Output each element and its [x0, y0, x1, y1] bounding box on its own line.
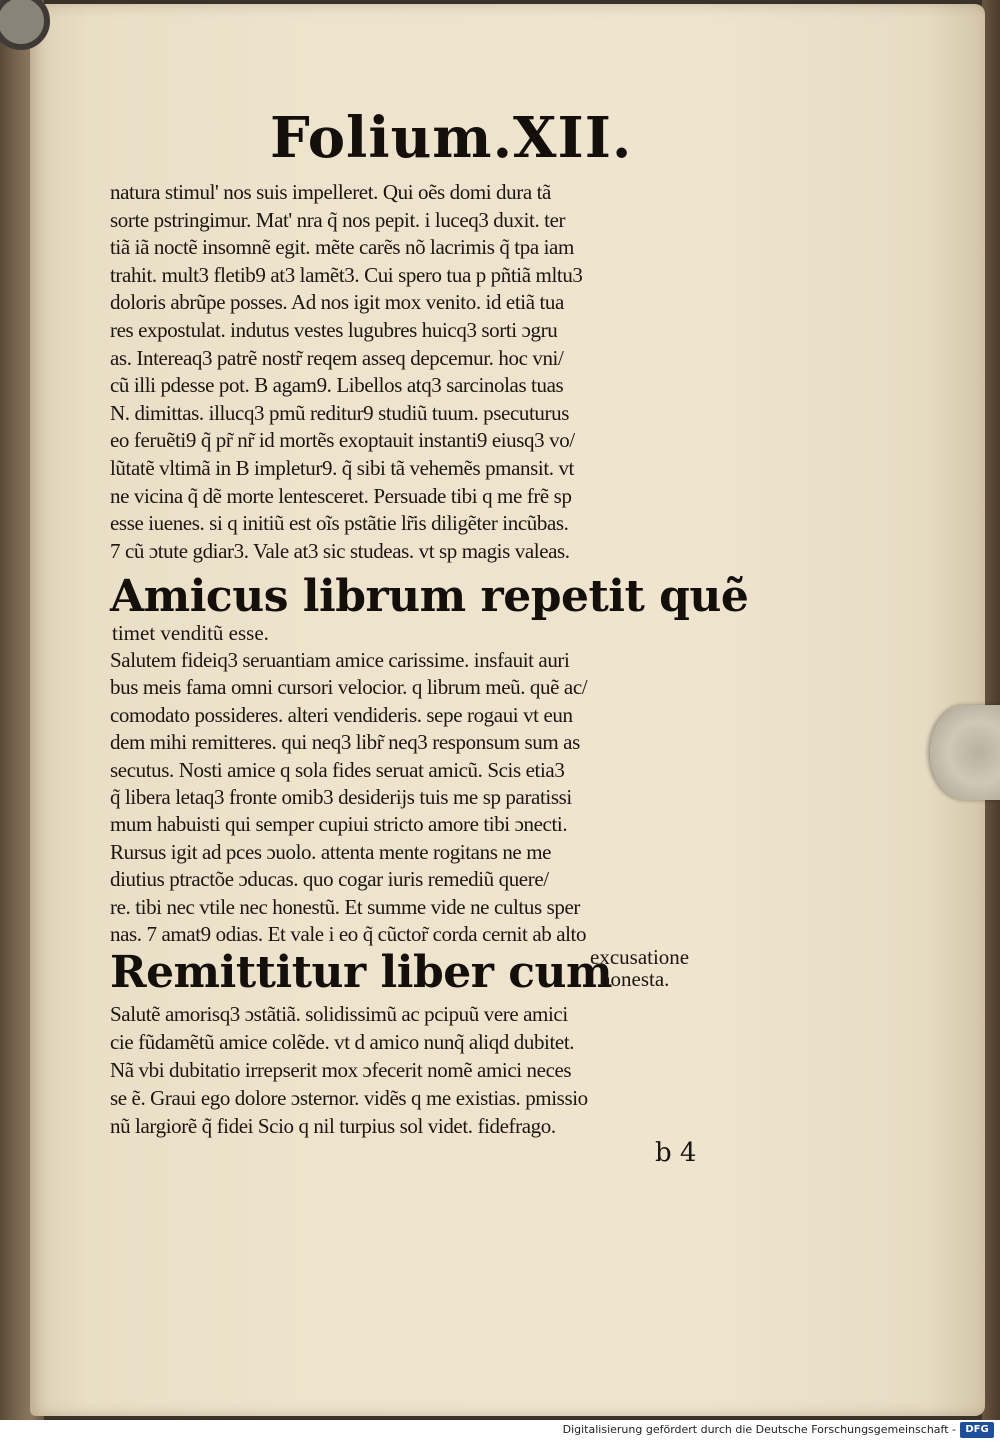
text-line: nũ largiorẽ q̃ fidei Scio q nil turpius sol videt. fidefrago. [110, 1114, 556, 1138]
text-line: q̃ libera letaq3 fronte omib3 desiderijs tuis me sp paratissi [110, 785, 572, 809]
text-line: N. dimittas. illucq3 pmũ reditur9 studiũ tuum. psecuturus [110, 400, 569, 425]
text-line: res expostulat. indutus vestes lugubres huicq3 sorti ɔgru [110, 318, 558, 342]
text-line: Nã vbi dubitatio irrepserit mox ɔfecerit nomẽ amici neces [110, 1058, 572, 1082]
text-line: bus meis fama omni cursori velocior. q librum meũ. quẽ ac/ [110, 675, 588, 700]
text-line: trahit. mult3 fletib9 at3 lamẽt3. Cui spero tua p pñtiã mltu3 [110, 262, 583, 287]
text-line: doloris abrũpe posses. Ad nos igit mox venito. id etiã tua [110, 290, 564, 315]
text-line: as. Intereaq3 patrẽ nostr̃ reqem asseq depcemur. hoc vni/ [110, 345, 564, 370]
dfg-logo: DFG [960, 1422, 994, 1438]
text-line: Salutem fideiq3 seruantiam amice carissime. insfauit auri [110, 648, 570, 672]
text-line: esse iuenes. si q initiũ est oĩs pstãtie lr̃is diligẽter incũbas. [110, 511, 569, 536]
section-heading-2-tail-b: honesta. [600, 967, 670, 991]
text-line: lũtatẽ vltimã in B impletur9. q̃ sibi tã vehemẽs pmansit. vt [110, 456, 574, 480]
text-line: sorte pstringimur. Mat' nra q̃ nos pepit. i luceq3 duxit. ter [110, 207, 566, 232]
text-line: ne vicina q̃ dẽ morte lentesceret. Persuade tibi q me frẽ sp [110, 483, 572, 508]
text-line: mum habuisti qui semper cupiui stricto amore tibi ɔnecti. [110, 812, 568, 837]
section-heading-1: Amicus librum repetit quẽ [110, 571, 749, 622]
text-line: Rursus igit ad pces ɔuolo. attenta mente rogitans ne me [110, 839, 552, 864]
text-line: dem mihi remitteres. qui neq3 libr̃ neq3 responsum sum as [110, 730, 580, 755]
text-line: se ẽ. Graui ego dolore ɔsternor. vidẽs q me existias. pmissio [110, 1086, 588, 1110]
text-line: cũ illi pdesse pot. B agam9. Libellos atq3 sarcinolas tuas [110, 373, 564, 398]
folio-number: Folium.XII. [270, 105, 633, 171]
section-heading-1-tail: timet venditũ esse. [112, 621, 269, 645]
text-line: eo feruẽti9 q̃ pr̃ nr̃ id mortẽs exoptauit instanti9 eiusq3 vo/ [110, 428, 575, 453]
text-line: nas. 7 amat9 odias. Et vale i eo q̃ cũctor̃ corda cernit ab alto [110, 922, 587, 946]
text-line: diutius ptractõe ɔducas. quo cogar iuris remediũ quere/ [110, 867, 549, 892]
text-line: natura stimul' nos suis impelleret. Qui oẽs domi dura tã [110, 180, 551, 204]
text-line: comodato possideres. alteri vendideris. sepe rogaui vt eun [110, 702, 573, 727]
section-heading-2-tail-a: excusatione [590, 945, 690, 969]
text-line: tiã iã noctẽ insomnẽ egit. mẽte carẽs nõ lacrimis q̃ tpa iam [110, 235, 574, 260]
text-line: secutus. Nosti amice q sola fides seruat amicũ. Scis etia3 [110, 757, 565, 782]
text-line: Salutẽ amorisq3 ɔstãtiã. solidissimũ ac pcipuũ vere amici [110, 1002, 568, 1026]
text-line: cie fũdamẽtũ amice colẽde. vt d amico nunq̃ aliqd dubitet. [110, 1030, 575, 1054]
clasp-icon [930, 705, 1000, 800]
text-line: re. tibi nec vtile nec honestũ. Et summe vide ne cultus sper [110, 894, 580, 919]
footer-credit: Digitalisierung gefördert durch die Deutsche Forschungsgemeinschaft - [562, 1423, 956, 1436]
signature-mark: b 4 [655, 1138, 697, 1168]
footer-bar [0, 1420, 1000, 1441]
section-heading-2: Remittitur liber cum [110, 947, 613, 998]
text-line: 7 cũ ɔtute gdiar3. Vale at3 sic studeas. vt sp magis valeas. [110, 538, 570, 563]
